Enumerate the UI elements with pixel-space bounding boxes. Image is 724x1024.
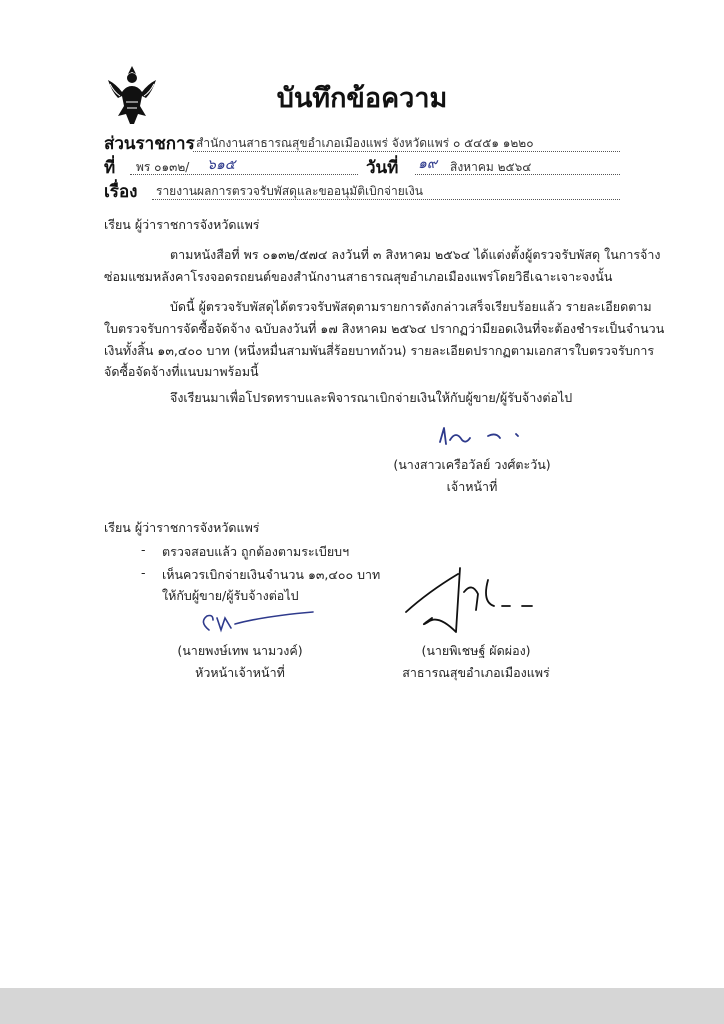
ref-value: พร ๐๑๓๒/	[136, 160, 190, 174]
date-value: สิงหาคม ๒๕๖๔	[450, 160, 532, 174]
paragraph2-line3: เงินทั้งสิ้น ๑๓,๔๐๐ บาท (หนึ่งหมื่นสามพันสี่ร้อยบาทถ้วน) รายละเอียดปรากฏตามเอกสารใบตรวจรับการ	[104, 343, 655, 358]
ref-underline	[130, 174, 358, 175]
subject-value: รายงานผลการตรวจรับพัสดุและขออนุมัติเบิกจ่ายเงิน	[156, 184, 423, 198]
date-underline	[415, 174, 620, 175]
signer2-position: หัวหน้าเจ้าหน้าที่	[195, 665, 285, 680]
paragraph2-line2: ใบตรวจรับการจัดซื้อจัดจ้าง ฉบับลงวันที่ ๑๗ สิงหาคม ๒๕๖๔ ปรากฏว่ามียอดเงินที่จะต้องชำระเป็นจำนวน	[104, 321, 665, 336]
salutation: เรียน ผู้ว่าราชการจังหวัดแพร่	[104, 217, 260, 232]
scan-bottom-band	[0, 988, 724, 1024]
signature-2-icon	[195, 606, 325, 640]
paragraph2-line4: จัดซื้อจัดจ้างที่แนบมาพร้อมนี้	[104, 364, 259, 379]
date-label: วันที่	[366, 158, 399, 178]
ref-label: ที่	[104, 158, 116, 178]
department-underline	[193, 151, 620, 152]
signer2-name: (นายพงษ์เทพ นามวงค์)	[177, 643, 303, 658]
subject-label: เรื่อง	[104, 182, 138, 202]
bullet-1: ตรวจสอบแล้ว ถูกต้องตามระเบียบฯ	[162, 544, 350, 559]
signer1-name: (นางสาวเครือวัลย์ วงศ์ตะวัน)	[393, 457, 551, 472]
signer1-position: เจ้าหน้าที่	[446, 479, 498, 494]
signature-1-icon	[430, 422, 540, 452]
bullet-2: เห็นควรเบิกจ่ายเงินจำนวน ๑๓,๔๐๐ บาท	[162, 567, 381, 582]
department-label: ส่วนราชการ	[104, 134, 195, 154]
paragraph3: จึงเรียนมาเพื่อโปรดทราบและพิจารณาเบิกจ่ายเงินให้กับผู้ขาย/ผู้รับจ้างต่อไป	[170, 390, 573, 405]
signer3-position: สาธารณสุขอำเภอเมืองแพร่	[402, 665, 550, 680]
signature-3-icon	[398, 562, 558, 642]
ref-handwritten: ๖๑๕	[207, 157, 236, 173]
salutation-2: เรียน ผู้ว่าราชการจังหวัดแพร่	[104, 520, 260, 535]
paragraph2-line1: บัดนี้ ผู้ตรวจรับพัสดุได้ตรวจรับพัสดุตามรายการดังกล่าวเสร็จเรียบร้อยแล้ว รายละเอียดตาม	[170, 299, 652, 314]
date-handwritten: ๑๙	[418, 156, 438, 172]
bullet-dash-2: -	[141, 565, 146, 580]
signer3-name: (นายพิเชษฐ์ ผัดผ่อง)	[421, 643, 531, 658]
bullet-dash-1: -	[141, 542, 146, 557]
bullet-2-continued: ให้กับผู้ขาย/ผู้รับจ้างต่อไป	[162, 588, 299, 603]
paragraph1-line2: ซ่อมแซมหลังคาโรงจอดรถยนต์ของสำนักงานสาธารณสุขอำเภอเมืองแพร่โดยวิธีเฉาะเจาะจงนั้น	[104, 269, 613, 284]
subject-underline	[152, 199, 620, 200]
department-value: สำนักงานสาธารณสุขอำเภอเมืองแพร่ จังหวัดแพร่ ๐ ๕๔๕๑ ๑๒๒๐	[196, 136, 534, 150]
memo-title: บันทึกข้อความ	[276, 83, 448, 114]
paragraph1-line1: ตามหนังสือที่ พร ๐๑๓๒/๕๗๔ ลงวันที่ ๓ สิงหาคม ๒๕๖๔ ได้แต่งตั้งผู้ตรวจรับพัสดุ ในการจ้าง	[170, 247, 661, 262]
